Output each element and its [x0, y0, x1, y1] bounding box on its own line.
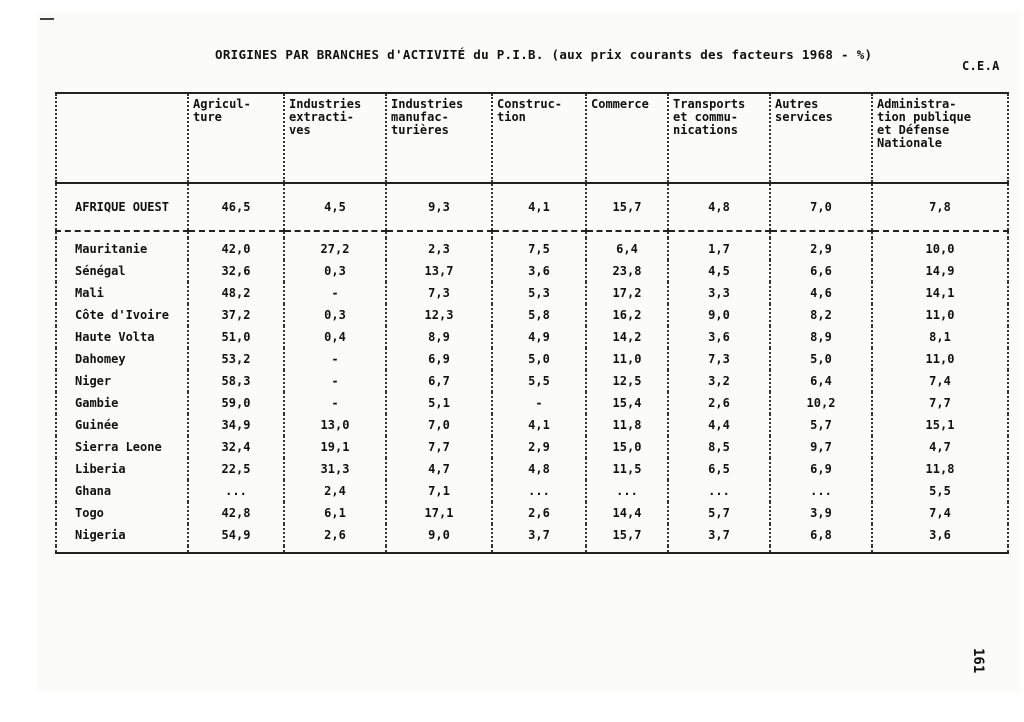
cell-value: 16,2 [586, 304, 668, 326]
cell-value: 7,4 [872, 502, 1008, 524]
cell-value: 15,0 [586, 436, 668, 458]
table-row [56, 304, 1008, 326]
table-row [56, 480, 1008, 502]
row-label: Liberia [56, 458, 188, 480]
cell-value: 6,8 [770, 524, 872, 546]
table-title: ORIGINES PAR BRANCHES d'ACTIVITÉ du P.I.B. (aux prix courants des facteurs 1968 - %) [215, 47, 873, 62]
reference-code: C.E.A [962, 59, 1000, 73]
cell-value: ... [770, 480, 872, 502]
gdp-origin-table [55, 92, 1009, 554]
table-row [56, 502, 1008, 524]
row-label: AFRIQUE OUEST [56, 183, 188, 231]
cell-value: 0,3 [284, 304, 386, 326]
cell-value: 22,5 [188, 458, 284, 480]
cell-value: 4,4 [668, 414, 770, 436]
cell-value: 11,8 [872, 458, 1008, 480]
cell-value: 7,3 [386, 282, 492, 304]
cell-value: 3,6 [668, 326, 770, 348]
table-row [56, 326, 1008, 348]
cell-value: - [284, 282, 386, 304]
table-row [56, 436, 1008, 458]
cell-value: - [284, 392, 386, 414]
cell-value: 3,2 [668, 370, 770, 392]
header-commerce: Commerce [586, 93, 668, 183]
cell-value: 6,9 [386, 348, 492, 370]
cell-value: 10,0 [872, 238, 1008, 260]
cell-value: 3,7 [492, 524, 586, 546]
cell-value: - [492, 392, 586, 414]
cell-value: 8,9 [386, 326, 492, 348]
cell-value: 3,6 [872, 524, 1008, 546]
row-label: Mali [56, 282, 188, 304]
cell-value: 32,6 [188, 260, 284, 282]
page-number: 161 [970, 648, 986, 674]
cell-value: 7,0 [770, 183, 872, 231]
table-row [56, 414, 1008, 436]
cell-value: 2,4 [284, 480, 386, 502]
spacer-row [56, 546, 1008, 553]
cell-value: 17,1 [386, 502, 492, 524]
table-row [56, 370, 1008, 392]
cell-value: 14,4 [586, 502, 668, 524]
cell-value: 7,5 [492, 238, 586, 260]
cell-value: - [284, 370, 386, 392]
cell-value: 1,7 [668, 238, 770, 260]
cell-value: 4,5 [668, 260, 770, 282]
header-country [56, 93, 188, 183]
cell-value: 8,9 [770, 326, 872, 348]
cell-value: 51,0 [188, 326, 284, 348]
row-label: Sierra Leone [56, 436, 188, 458]
table-row [56, 238, 1008, 260]
cell-value: 4,8 [492, 458, 586, 480]
row-label: Haute Volta [56, 326, 188, 348]
cell-value: 19,1 [284, 436, 386, 458]
cell-value: 4,9 [492, 326, 586, 348]
cell-value: 4,8 [668, 183, 770, 231]
cell-value: 5,5 [872, 480, 1008, 502]
cell-value: 14,1 [872, 282, 1008, 304]
cell-value: 6,7 [386, 370, 492, 392]
cell-value: 6,9 [770, 458, 872, 480]
header-public-administration: Administra- tion publique et Défense Nationale [872, 93, 1008, 183]
cell-value: 5,5 [492, 370, 586, 392]
table-row [56, 260, 1008, 282]
cell-value: 7,8 [872, 183, 1008, 231]
cell-value: 6,6 [770, 260, 872, 282]
cell-value: 58,3 [188, 370, 284, 392]
cell-value: 5,0 [770, 348, 872, 370]
cell-value: 5,7 [770, 414, 872, 436]
cell-value: 12,3 [386, 304, 492, 326]
header-manufacturing: Industries manufac- turières [386, 93, 492, 183]
cell-value: 42,8 [188, 502, 284, 524]
cell-value: 11,0 [586, 348, 668, 370]
country-rows [56, 238, 1008, 546]
cell-value: 11,0 [872, 348, 1008, 370]
table-row [56, 282, 1008, 304]
cell-value: 11,0 [872, 304, 1008, 326]
table-row [56, 392, 1008, 414]
header-construction: Construc- tion [492, 93, 586, 183]
cell-value: 17,2 [586, 282, 668, 304]
cell-value: 11,8 [586, 414, 668, 436]
cell-value: 7,7 [386, 436, 492, 458]
cell-value: 54,9 [188, 524, 284, 546]
cell-value: 8,1 [872, 326, 1008, 348]
cell-value: 2,6 [492, 502, 586, 524]
cell-value: 13,0 [284, 414, 386, 436]
header-row [56, 93, 1008, 183]
top-rule [40, 18, 54, 20]
cell-value: 6,4 [586, 238, 668, 260]
cell-value: 23,8 [586, 260, 668, 282]
cell-value: 15,4 [586, 392, 668, 414]
cell-value: 5,3 [492, 282, 586, 304]
cell-value: 5,7 [668, 502, 770, 524]
cell-value: 15,1 [872, 414, 1008, 436]
cell-value: 9,7 [770, 436, 872, 458]
row-label: Guinée [56, 414, 188, 436]
table-row [56, 524, 1008, 546]
cell-value: 2,6 [284, 524, 386, 546]
cell-value: 4,7 [386, 458, 492, 480]
cell-value: 2,9 [492, 436, 586, 458]
cell-value: 7,7 [872, 392, 1008, 414]
header-agriculture: Agricul- ture [188, 93, 284, 183]
cell-value: ... [188, 480, 284, 502]
cell-value: 3,6 [492, 260, 586, 282]
header-transport: Transports et commu- nications [668, 93, 770, 183]
cell-value: 15,7 [586, 183, 668, 231]
cell-value: 27,2 [284, 238, 386, 260]
cell-value: ... [586, 480, 668, 502]
cell-value: 0,4 [284, 326, 386, 348]
cell-value: 42,0 [188, 238, 284, 260]
cell-value: 15,7 [586, 524, 668, 546]
header-extractive-industries: Industries extracti- ves [284, 93, 386, 183]
cell-value: 9,0 [668, 304, 770, 326]
row-label: Mauritanie [56, 238, 188, 260]
cell-value: 31,3 [284, 458, 386, 480]
cell-value: 7,3 [668, 348, 770, 370]
cell-value: 14,9 [872, 260, 1008, 282]
cell-value: 6,4 [770, 370, 872, 392]
cell-value: 14,2 [586, 326, 668, 348]
cell-value: 8,2 [770, 304, 872, 326]
cell-value: 5,8 [492, 304, 586, 326]
cell-value: 12,5 [586, 370, 668, 392]
cell-value: 5,0 [492, 348, 586, 370]
cell-value: 46,5 [188, 183, 284, 231]
cell-value: 4,6 [770, 282, 872, 304]
cell-value: 2,9 [770, 238, 872, 260]
header-other-services: Autres services [770, 93, 872, 183]
cell-value: 53,2 [188, 348, 284, 370]
cell-value: 9,3 [386, 183, 492, 231]
table-row [56, 348, 1008, 370]
cell-value: 59,0 [188, 392, 284, 414]
cell-value: 0,3 [284, 260, 386, 282]
row-label: Nigeria [56, 524, 188, 546]
cell-value: 6,5 [668, 458, 770, 480]
row-label: Sénégal [56, 260, 188, 282]
cell-value: 7,1 [386, 480, 492, 502]
row-label: Côte d'Ivoire [56, 304, 188, 326]
spacer-row [56, 231, 1008, 238]
cell-value: - [284, 348, 386, 370]
table-row [56, 458, 1008, 480]
cell-value: ... [492, 480, 586, 502]
total-row [56, 183, 1008, 231]
cell-value: 3,3 [668, 282, 770, 304]
row-label: Gambie [56, 392, 188, 414]
cell-value: 4,1 [492, 414, 586, 436]
cell-value: 9,0 [386, 524, 492, 546]
cell-value: 3,9 [770, 502, 872, 524]
cell-value: 11,5 [586, 458, 668, 480]
cell-value: 10,2 [770, 392, 872, 414]
cell-value: 48,2 [188, 282, 284, 304]
row-label: Dahomey [56, 348, 188, 370]
cell-value: 37,2 [188, 304, 284, 326]
cell-value: ... [668, 480, 770, 502]
cell-value: 7,4 [872, 370, 1008, 392]
cell-value: 5,1 [386, 392, 492, 414]
cell-value: 2,3 [386, 238, 492, 260]
cell-value: 4,7 [872, 436, 1008, 458]
row-label: Togo [56, 502, 188, 524]
cell-value: 3,7 [668, 524, 770, 546]
cell-value: 6,1 [284, 502, 386, 524]
cell-value: 8,5 [668, 436, 770, 458]
cell-value: 2,6 [668, 392, 770, 414]
row-label: Niger [56, 370, 188, 392]
row-label: Ghana [56, 480, 188, 502]
cell-value: 4,5 [284, 183, 386, 231]
cell-value: 13,7 [386, 260, 492, 282]
cell-value: 32,4 [188, 436, 284, 458]
cell-value: 7,0 [386, 414, 492, 436]
cell-value: 34,9 [188, 414, 284, 436]
cell-value: 4,1 [492, 183, 586, 231]
